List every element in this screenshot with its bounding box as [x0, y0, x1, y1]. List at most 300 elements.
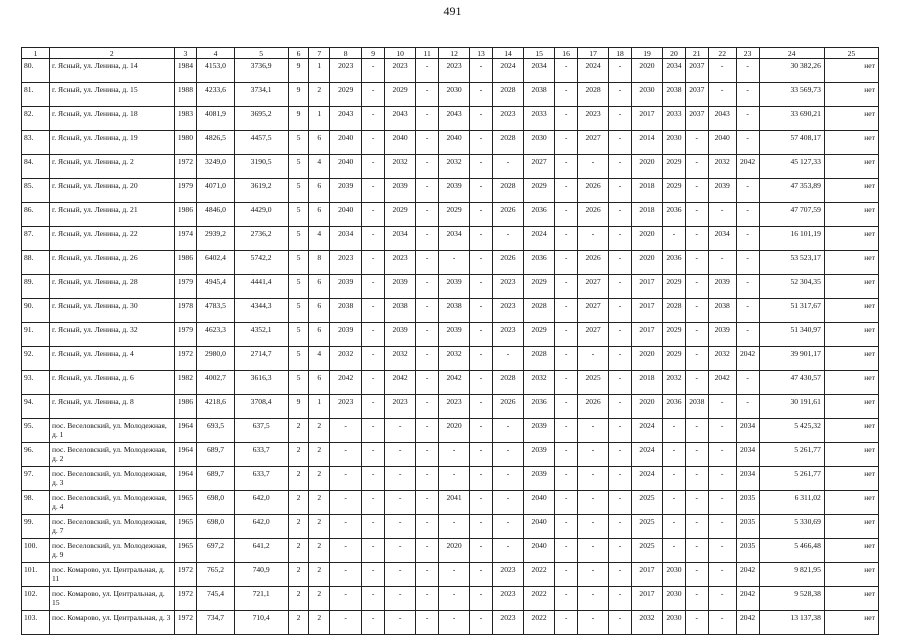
year-cell: -	[736, 251, 759, 275]
column-number-16: 16	[555, 48, 578, 59]
address-cell: г. Ясный, ул. Ленина, д. 6	[50, 371, 175, 395]
total-area-cell: 693,5	[197, 419, 234, 443]
year-cell: -	[362, 419, 385, 443]
year-cell: -	[609, 563, 632, 587]
flag-cell: нет	[824, 491, 878, 515]
column-number-12: 12	[439, 48, 470, 59]
year-cell: 2034	[330, 227, 362, 251]
address-cell: г. Ясный, ул. Ленина, д. 32	[50, 323, 175, 347]
year-cell: -	[362, 155, 385, 179]
year-cell: -	[685, 323, 708, 347]
amount-cell: 33 569,73	[759, 83, 824, 107]
entrances-cell: 2	[309, 587, 330, 611]
table-body	[22, 59, 879, 635]
year-cell: -	[578, 491, 609, 515]
entrances-cell: 2	[309, 419, 330, 443]
year-built-cell: 1982	[174, 371, 197, 395]
floors-cell: 5	[288, 251, 309, 275]
amount-cell: 47 707,59	[759, 203, 824, 227]
address-cell: г. Ясный, ул. Ленина, д. 8	[50, 395, 175, 419]
flag-cell: нет	[824, 131, 878, 155]
year-built-cell: 1986	[174, 203, 197, 227]
flag-cell: нет	[824, 563, 878, 587]
year-cell: -	[685, 443, 708, 467]
year-cell: -	[685, 179, 708, 203]
row-number-cell: 80.	[22, 59, 50, 83]
flag-cell: нет	[824, 275, 878, 299]
year-cell: -	[609, 539, 632, 563]
year-cell: 2042	[736, 563, 759, 587]
year-cell: -	[736, 131, 759, 155]
year-cell: -	[470, 275, 493, 299]
amount-cell: 9 528,38	[759, 587, 824, 611]
column-number-25: 25	[824, 48, 878, 59]
year-cell: 2029	[524, 275, 555, 299]
floors-cell: 9	[288, 395, 309, 419]
year-cell: 2042	[708, 371, 736, 395]
year-cell: -	[385, 563, 416, 587]
floors-cell: 5	[288, 371, 309, 395]
year-cell: -	[609, 347, 632, 371]
year-cell: -	[555, 443, 578, 467]
amount-cell: 52 304,35	[759, 275, 824, 299]
year-cell: -	[736, 107, 759, 131]
total-area-cell: 2939,2	[197, 227, 234, 251]
flag-cell: нет	[824, 443, 878, 467]
year-cell: -	[708, 563, 736, 587]
year-cell: -	[492, 539, 523, 563]
living-area-cell: 3695,2	[234, 107, 288, 131]
year-cell: -	[470, 371, 493, 395]
year-cell: -	[362, 611, 385, 635]
year-cell: 2039	[524, 419, 555, 443]
year-cell: 2043	[330, 107, 362, 131]
address-cell: пос. Веселовский, ул. Молодежная, д. 2	[50, 443, 175, 467]
living-area-cell: 3734,1	[234, 83, 288, 107]
address-cell: г. Ясный, ул. Ленина, д. 14	[50, 59, 175, 83]
year-cell: -	[385, 515, 416, 539]
entrances-cell: 2	[309, 467, 330, 491]
table-row	[22, 347, 879, 371]
entrances-cell: 2	[309, 515, 330, 539]
year-cell: 2029	[330, 83, 362, 107]
year-cell: 2037	[685, 59, 708, 83]
year-cell: -	[492, 227, 523, 251]
year-cell: -	[555, 467, 578, 491]
address-cell: пос. Веселовский, ул. Молодежная, д. 9	[50, 539, 175, 563]
floors-cell: 2	[288, 539, 309, 563]
year-cell: 2024	[578, 59, 609, 83]
year-cell: -	[708, 251, 736, 275]
living-area-cell: 4352,1	[234, 323, 288, 347]
year-cell: -	[685, 227, 708, 251]
year-cell: 2032	[385, 155, 416, 179]
year-cell: -	[416, 107, 439, 131]
floors-cell: 2	[288, 587, 309, 611]
flag-cell: нет	[824, 59, 878, 83]
year-cell: 2029	[385, 83, 416, 107]
year-cell: -	[685, 611, 708, 635]
year-cell: -	[609, 83, 632, 107]
year-cell: 2023	[492, 107, 523, 131]
year-cell: -	[685, 587, 708, 611]
table-row	[22, 515, 879, 539]
total-area-cell: 3249,0	[197, 155, 234, 179]
year-cell: -	[685, 419, 708, 443]
flag-cell: нет	[824, 155, 878, 179]
year-cell: 2020	[631, 251, 662, 275]
year-cell: -	[685, 299, 708, 323]
year-cell: -	[416, 539, 439, 563]
year-built-cell: 1983	[174, 107, 197, 131]
year-cell: -	[555, 179, 578, 203]
table-row	[22, 611, 879, 635]
amount-cell: 13 137,38	[759, 611, 824, 635]
year-cell: 2017	[631, 587, 662, 611]
table-row	[22, 107, 879, 131]
year-cell: -	[470, 83, 493, 107]
year-cell: -	[416, 587, 439, 611]
year-cell: -	[708, 395, 736, 419]
year-cell: -	[685, 539, 708, 563]
floors-cell: 5	[288, 179, 309, 203]
year-cell: 2040	[524, 491, 555, 515]
year-cell: 2024	[631, 419, 662, 443]
year-cell: -	[685, 491, 708, 515]
year-cell: -	[609, 251, 632, 275]
year-cell: -	[555, 83, 578, 107]
year-cell: 2039	[439, 275, 470, 299]
year-cell: 2026	[578, 179, 609, 203]
year-cell: -	[555, 563, 578, 587]
year-cell: 2025	[631, 515, 662, 539]
year-cell: -	[578, 563, 609, 587]
year-cell: 2030	[663, 563, 686, 587]
living-area-cell: 3708,4	[234, 395, 288, 419]
year-cell: 2040	[330, 131, 362, 155]
total-area-cell: 765,2	[197, 563, 234, 587]
year-cell: 2023	[385, 251, 416, 275]
row-number-cell: 100.	[22, 539, 50, 563]
year-cell: 2034	[736, 419, 759, 443]
year-cell: -	[708, 611, 736, 635]
year-cell: 2038	[663, 83, 686, 107]
floors-cell: 2	[288, 515, 309, 539]
year-cell: 2042	[736, 347, 759, 371]
year-cell: 2020	[439, 419, 470, 443]
year-cell: -	[439, 467, 470, 491]
year-built-cell: 1979	[174, 179, 197, 203]
entrances-cell: 2	[309, 611, 330, 635]
entrances-cell: 6	[309, 179, 330, 203]
year-cell: 2039	[439, 179, 470, 203]
year-cell: -	[555, 275, 578, 299]
year-cell: 2023	[492, 323, 523, 347]
year-built-cell: 1986	[174, 395, 197, 419]
year-built-cell: 1964	[174, 443, 197, 467]
year-cell: 2039	[385, 275, 416, 299]
column-number-4: 4	[197, 48, 234, 59]
year-cell: -	[492, 515, 523, 539]
year-cell: -	[416, 59, 439, 83]
flag-cell: нет	[824, 611, 878, 635]
total-area-cell: 698,0	[197, 491, 234, 515]
year-cell: 2028	[492, 371, 523, 395]
year-cell: -	[609, 299, 632, 323]
year-cell: 2039	[524, 467, 555, 491]
total-area-cell: 6402,4	[197, 251, 234, 275]
floors-cell: 5	[288, 227, 309, 251]
total-area-cell: 4623,3	[197, 323, 234, 347]
total-area-cell: 2980,0	[197, 347, 234, 371]
year-cell: 2028	[524, 299, 555, 323]
year-cell: 2027	[524, 155, 555, 179]
year-cell: -	[555, 395, 578, 419]
year-cell: 2018	[631, 371, 662, 395]
year-cell: -	[555, 227, 578, 251]
year-cell: -	[416, 203, 439, 227]
year-cell: 2018	[631, 203, 662, 227]
year-cell: -	[578, 515, 609, 539]
year-cell: 2039	[708, 179, 736, 203]
year-cell: -	[416, 563, 439, 587]
amount-cell: 39 901,17	[759, 347, 824, 371]
column-number-18: 18	[609, 48, 632, 59]
year-cell: -	[609, 227, 632, 251]
year-cell: 2020	[631, 395, 662, 419]
flag-cell: нет	[824, 107, 878, 131]
living-area-cell: 4441,4	[234, 275, 288, 299]
address-cell: пос. Комарово, ул. Центральная, д. 3	[50, 611, 175, 635]
year-cell: 2026	[492, 395, 523, 419]
column-number-row	[22, 48, 879, 59]
floors-cell: 2	[288, 563, 309, 587]
year-cell: 2034	[736, 443, 759, 467]
year-cell: -	[362, 395, 385, 419]
year-cell: -	[362, 443, 385, 467]
flag-cell: нет	[824, 419, 878, 443]
row-number-cell: 83.	[22, 131, 50, 155]
year-cell: 2040	[524, 515, 555, 539]
address-cell: г. Ясный, ул. Ленина, д. 21	[50, 203, 175, 227]
year-cell: -	[470, 467, 493, 491]
column-number-11: 11	[416, 48, 439, 59]
year-cell: 2023	[330, 395, 362, 419]
table-row	[22, 299, 879, 323]
year-cell: 2017	[631, 107, 662, 131]
floors-cell: 5	[288, 131, 309, 155]
year-cell: 2026	[492, 251, 523, 275]
year-cell: 2034	[439, 227, 470, 251]
table-row	[22, 251, 879, 275]
amount-cell: 16 101,19	[759, 227, 824, 251]
year-cell: 2040	[385, 131, 416, 155]
year-cell: -	[470, 155, 493, 179]
year-cell: 2033	[524, 107, 555, 131]
year-cell: 2030	[663, 587, 686, 611]
year-cell: -	[362, 107, 385, 131]
address-cell: г. Ясный, ул. Ленина, д. 15	[50, 83, 175, 107]
total-area-cell: 698,0	[197, 515, 234, 539]
year-cell: 2023	[492, 275, 523, 299]
address-cell: пос. Веселовский, ул. Молодежная, д. 7	[50, 515, 175, 539]
table-row	[22, 179, 879, 203]
year-cell: 2040	[524, 539, 555, 563]
column-number-2: 2	[50, 48, 175, 59]
year-cell: -	[578, 611, 609, 635]
year-cell: -	[736, 203, 759, 227]
year-cell: 2023	[578, 107, 609, 131]
year-cell: -	[439, 611, 470, 635]
year-cell: -	[708, 83, 736, 107]
flag-cell: нет	[824, 323, 878, 347]
year-cell: -	[609, 491, 632, 515]
year-cell: -	[555, 251, 578, 275]
year-cell: 2029	[663, 347, 686, 371]
flag-cell: нет	[824, 227, 878, 251]
year-cell: -	[492, 419, 523, 443]
year-cell: -	[609, 203, 632, 227]
year-cell: -	[685, 131, 708, 155]
year-cell: -	[439, 587, 470, 611]
year-cell: -	[708, 419, 736, 443]
year-cell: -	[708, 515, 736, 539]
year-cell: -	[416, 467, 439, 491]
year-cell: -	[470, 299, 493, 323]
year-cell: 2036	[524, 251, 555, 275]
year-cell: -	[470, 251, 493, 275]
year-cell: -	[416, 275, 439, 299]
entrances-cell: 6	[309, 323, 330, 347]
entrances-cell: 6	[309, 371, 330, 395]
year-cell: 2030	[439, 83, 470, 107]
year-built-cell: 1972	[174, 611, 197, 635]
row-number-cell: 95.	[22, 419, 50, 443]
year-cell: 2025	[631, 491, 662, 515]
year-cell: -	[578, 587, 609, 611]
year-cell: 2030	[524, 131, 555, 155]
year-cell: 2035	[736, 491, 759, 515]
year-cell: 2023	[439, 395, 470, 419]
year-cell: 2018	[631, 179, 662, 203]
living-area-cell: 637,5	[234, 419, 288, 443]
column-number-19: 19	[631, 48, 662, 59]
year-cell: 2028	[578, 83, 609, 107]
year-cell: 2042	[736, 587, 759, 611]
year-cell: -	[362, 179, 385, 203]
year-cell: 2040	[330, 203, 362, 227]
row-number-cell: 98.	[22, 491, 50, 515]
table-row	[22, 83, 879, 107]
year-cell: -	[362, 587, 385, 611]
living-area-cell: 642,0	[234, 515, 288, 539]
entrances-cell: 2	[309, 443, 330, 467]
column-number-17: 17	[578, 48, 609, 59]
year-cell: 2029	[663, 323, 686, 347]
year-cell: 2032	[524, 371, 555, 395]
column-number-13: 13	[470, 48, 493, 59]
year-cell: 2036	[663, 203, 686, 227]
year-cell: 2027	[578, 299, 609, 323]
year-cell: 2024	[631, 443, 662, 467]
total-area-cell: 734,7	[197, 611, 234, 635]
year-cell: -	[385, 539, 416, 563]
year-cell: -	[555, 371, 578, 395]
year-cell: 2042	[385, 371, 416, 395]
year-built-cell: 1980	[174, 131, 197, 155]
year-cell: -	[663, 539, 686, 563]
table-row	[22, 587, 879, 611]
living-area-cell: 3736,9	[234, 59, 288, 83]
row-number-cell: 101.	[22, 563, 50, 587]
year-cell: 2032	[385, 347, 416, 371]
year-cell: -	[439, 563, 470, 587]
year-cell: -	[362, 371, 385, 395]
total-area-cell: 4081,9	[197, 107, 234, 131]
amount-cell: 30 191,61	[759, 395, 824, 419]
column-number-23: 23	[736, 48, 759, 59]
amount-cell: 9 821,95	[759, 563, 824, 587]
table-row	[22, 491, 879, 515]
amount-cell: 51 317,67	[759, 299, 824, 323]
year-cell: 2024	[631, 467, 662, 491]
flag-cell: нет	[824, 587, 878, 611]
total-area-cell: 4071,0	[197, 179, 234, 203]
year-cell: -	[609, 179, 632, 203]
year-cell: 2027	[578, 323, 609, 347]
year-built-cell: 1964	[174, 467, 197, 491]
year-cell: 2032	[439, 347, 470, 371]
year-cell: 2029	[663, 179, 686, 203]
entrances-cell: 4	[309, 347, 330, 371]
address-cell: пос. Веселовский, ул. Молодежная, д. 1	[50, 419, 175, 443]
floors-cell: 2	[288, 491, 309, 515]
year-cell: -	[663, 443, 686, 467]
year-cell: -	[555, 419, 578, 443]
year-cell: 2039	[385, 179, 416, 203]
address-cell: пос. Комарово, ул. Центральная, д. 11	[50, 563, 175, 587]
table-row	[22, 395, 879, 419]
entrances-cell: 6	[309, 131, 330, 155]
year-built-cell: 1964	[174, 419, 197, 443]
year-cell: -	[609, 467, 632, 491]
amount-cell: 5 425,32	[759, 419, 824, 443]
year-cell: -	[578, 443, 609, 467]
living-area-cell: 3616,3	[234, 371, 288, 395]
year-cell: 2026	[578, 251, 609, 275]
living-area-cell: 740,9	[234, 563, 288, 587]
year-cell: -	[578, 155, 609, 179]
row-number-cell: 92.	[22, 347, 50, 371]
year-cell: -	[609, 395, 632, 419]
year-cell: 2020	[631, 227, 662, 251]
year-cell: -	[736, 179, 759, 203]
year-cell: 2023	[330, 251, 362, 275]
year-cell: 2032	[631, 611, 662, 635]
year-cell: -	[330, 467, 362, 491]
entrances-cell: 8	[309, 251, 330, 275]
living-area-cell: 5742,2	[234, 251, 288, 275]
year-built-cell: 1979	[174, 275, 197, 299]
year-cell: -	[330, 611, 362, 635]
year-cell: 2032	[663, 371, 686, 395]
year-cell: 2027	[578, 275, 609, 299]
year-cell: 2024	[492, 59, 523, 83]
year-cell: 2042	[439, 371, 470, 395]
table-row	[22, 155, 879, 179]
flag-cell: нет	[824, 395, 878, 419]
table-row	[22, 539, 879, 563]
